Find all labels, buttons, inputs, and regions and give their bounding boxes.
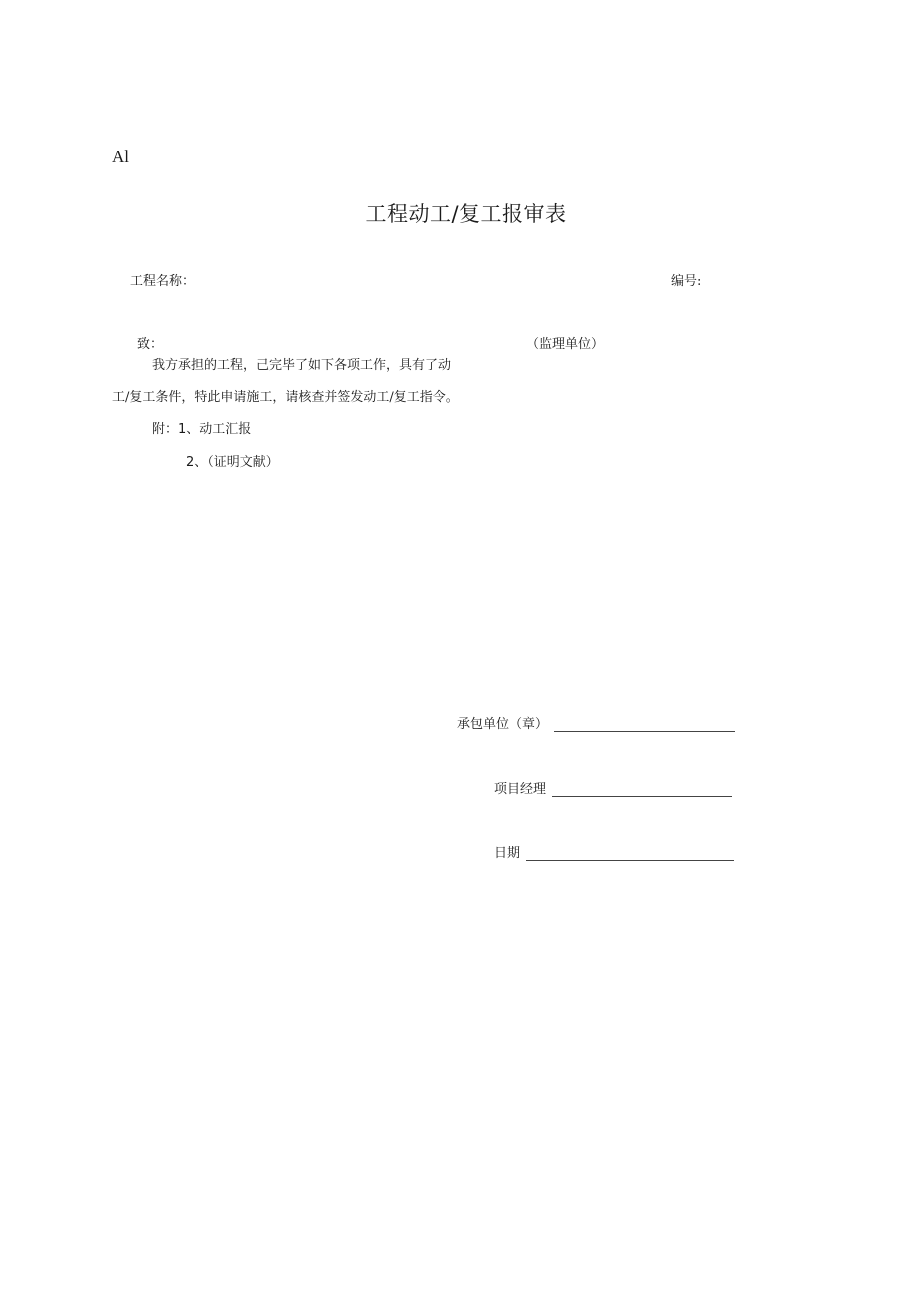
- attachment-prefix: 附：: [152, 422, 179, 437]
- date-line[interactable]: [526, 848, 734, 861]
- contractor-label: 承包单位（章）: [457, 717, 549, 732]
- page-title: 工程动工/复工报审表: [365, 202, 567, 226]
- date-label: 日期: [494, 846, 521, 861]
- attachment-item-2: [186, 451, 279, 470]
- contractor-signature-line[interactable]: [554, 719, 735, 732]
- supervision-unit-label: （监理单位）: [526, 337, 605, 352]
- attachment-number: 2: [186, 455, 195, 470]
- attachment-text: 、动工汇报: [186, 422, 252, 437]
- body-text-line-2: 工/复工条件，特此申请施工，请核查并签发动工/复工指令。: [112, 390, 459, 405]
- project-manager-label: 项目经理: [494, 782, 547, 797]
- serial-number-label: 编号:: [671, 274, 702, 289]
- addressee-label: 致：: [137, 337, 164, 352]
- project-manager-signature-line[interactable]: [552, 784, 732, 797]
- attachment-item-1: [152, 418, 251, 437]
- attachment-text: 、（证明文献）: [194, 455, 279, 470]
- contractor-signature-row: [457, 713, 735, 732]
- body-text-line-1: 我方承担的工程，己完毕了如下各项工作，具有了动: [152, 358, 452, 373]
- attachment-number: 1: [178, 422, 187, 437]
- form-code: Al: [112, 147, 129, 166]
- manager-signature-row: [494, 778, 732, 797]
- date-signature-row: [494, 842, 734, 861]
- project-name-label: 工程名称：: [130, 274, 196, 289]
